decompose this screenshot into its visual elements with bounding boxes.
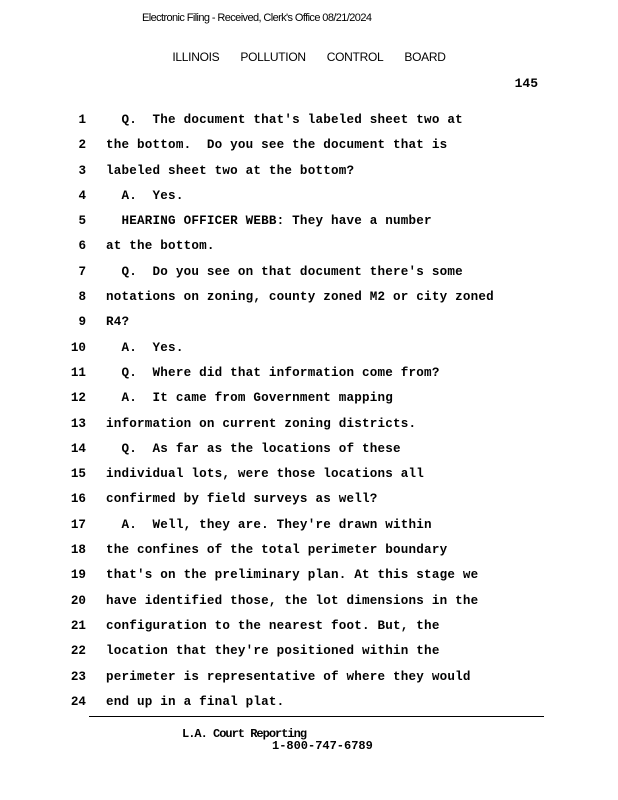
transcript-line <box>0 589 618 614</box>
line-text: Q. Where did that information come from? <box>106 365 440 380</box>
line-number: 7 <box>78 264 86 279</box>
header-word: POLLUTION <box>240 50 306 64</box>
line-text: Q. The document that's labeled sheet two at <box>106 113 463 127</box>
reporter-phone: 1-800-747-6789 <box>272 739 373 753</box>
transcript-line <box>0 184 618 209</box>
line-text: individual lots, were those locations all <box>106 467 425 482</box>
line-text: HEARING OFFICER WEBB: They have a number <box>106 214 432 229</box>
transcript-line <box>0 336 618 361</box>
line-number: 6 <box>78 239 86 254</box>
line-text: end up in a final plat. <box>106 694 285 709</box>
line-number: 13 <box>70 416 86 431</box>
transcript-line <box>0 159 618 184</box>
line-number: 10 <box>70 340 86 355</box>
transcript-line <box>0 386 618 411</box>
filing-stamp: Electronic Filing - Received, Clerk's Office 08/21/2024 <box>142 12 372 24</box>
line-text: labeled sheet two at the bottom? <box>106 163 355 178</box>
transcript-body <box>0 108 618 715</box>
transcript-line <box>0 563 618 588</box>
line-number: 21 <box>70 618 86 633</box>
transcript-line <box>0 437 618 462</box>
line-number: 5 <box>78 214 86 229</box>
line-text: the confines of the total perimeter boundary <box>106 543 448 558</box>
transcript-line <box>0 310 618 335</box>
transcript-line <box>0 209 618 234</box>
line-text: information on current zoning districts. <box>106 416 417 431</box>
transcript-line <box>0 665 618 690</box>
line-text: location that they're positioned within the <box>106 644 440 659</box>
transcript-line <box>0 285 618 310</box>
line-number: 20 <box>70 593 86 608</box>
transcript-line <box>0 513 618 538</box>
line-text: A. Well, they are. They're drawn within <box>106 517 432 532</box>
line-text: Q. As far as the locations of these <box>106 441 401 456</box>
line-text: configuration to the nearest foot. But, the <box>106 618 440 633</box>
transcript-line <box>0 690 618 715</box>
line-number: 22 <box>70 644 86 659</box>
page-header <box>0 50 618 64</box>
transcript-line <box>0 361 618 386</box>
transcript-line <box>0 462 618 487</box>
line-number: 14 <box>70 441 86 456</box>
line-text: R4? <box>106 315 130 330</box>
line-text: that's on the preliminary plan. At this stage we <box>106 568 479 583</box>
line-number: 16 <box>70 492 86 507</box>
line-text: notations on zoning, county zoned M2 or city zoned <box>106 290 494 305</box>
line-number: 3 <box>78 163 86 178</box>
line-number: 18 <box>70 543 86 558</box>
transcript-line <box>0 614 618 639</box>
transcript-line <box>0 487 618 512</box>
page-number: 145 <box>514 76 538 91</box>
line-number: 11 <box>70 365 86 380</box>
line-text: perimeter is representative of where they would <box>106 669 471 684</box>
line-text: at the bottom. <box>106 239 215 254</box>
line-number: 12 <box>70 391 86 406</box>
line-text: have identified those, the lot dimensions in the <box>106 593 479 608</box>
line-number: 24 <box>70 694 86 709</box>
transcript-line <box>0 108 618 133</box>
line-text: the bottom. Do you see the document that is <box>106 138 448 153</box>
header-word: ILLINOIS <box>172 50 220 64</box>
transcript-line <box>0 538 618 563</box>
line-number: 8 <box>78 290 86 305</box>
transcript-line <box>0 133 618 158</box>
footer-divider <box>89 716 544 717</box>
line-number: 9 <box>78 315 86 330</box>
line-number: 17 <box>70 517 86 532</box>
line-number: 1 <box>78 113 86 127</box>
line-text: confirmed by field surveys as well? <box>106 492 378 507</box>
transcript-line <box>0 639 618 664</box>
line-number: 23 <box>70 669 86 684</box>
line-number: 2 <box>78 138 86 153</box>
transcript-line <box>0 260 618 285</box>
line-text: Q. Do you see on that document there's some <box>106 264 463 279</box>
transcript-line <box>0 412 618 437</box>
header-word: BOARD <box>404 50 446 64</box>
transcript-line <box>0 234 618 259</box>
line-number: 19 <box>70 568 86 583</box>
reporter-name: L.A. Court Reporting <box>182 727 307 741</box>
line-text: A. Yes. <box>106 340 184 355</box>
line-number: 4 <box>78 188 86 203</box>
line-text: A. It came from Government mapping <box>106 391 394 406</box>
line-number: 15 <box>70 467 86 482</box>
line-text: A. Yes. <box>106 188 184 203</box>
header-word: CONTROL <box>326 50 384 64</box>
